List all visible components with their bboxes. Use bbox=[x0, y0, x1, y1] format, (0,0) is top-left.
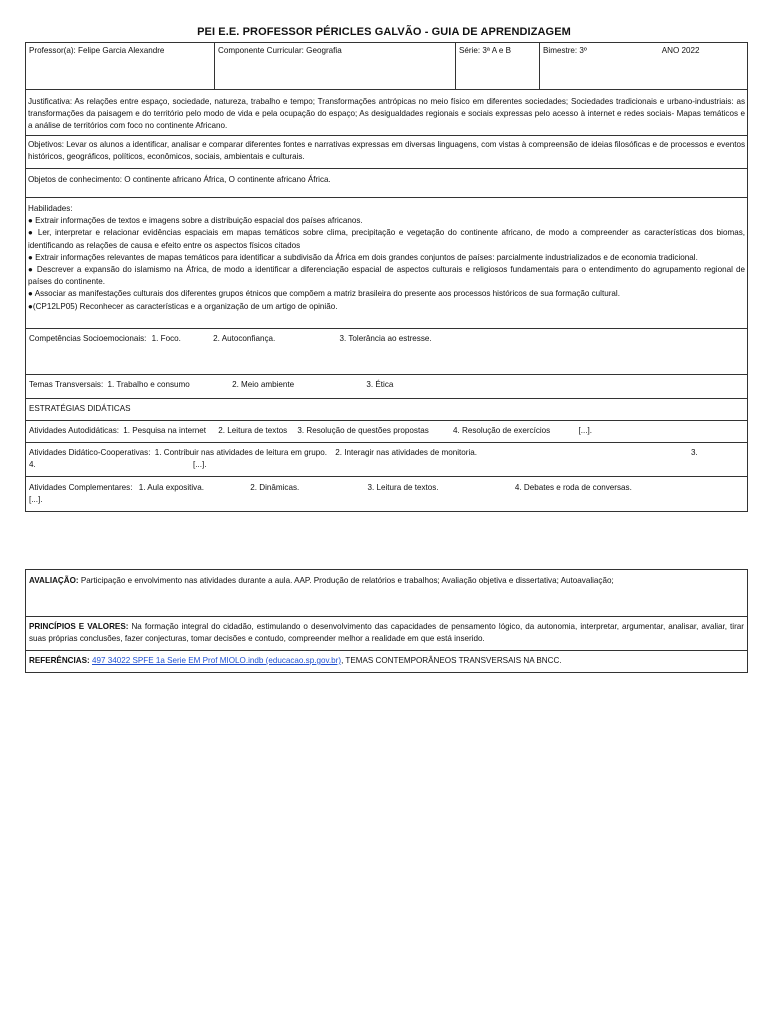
complementar-item: [...]. bbox=[29, 495, 43, 505]
habilidade-item: ● Ler, interpretar e relacionar evidências espaciais em mapas temáticos sobre clima, precipitação e vegetação do continente africano, de modo a compreender as características dos biomas, identificando as relações de causa e efeito entre os aspectos físicos citados bbox=[28, 228, 745, 250]
habilidades-label: Habilidades: bbox=[28, 204, 73, 213]
autodidatica-item: [...]. bbox=[578, 426, 592, 435]
objetos-cell: Objetos de conhecimento: O continente africano África, O continente africano África. bbox=[26, 169, 748, 198]
autodidatica-item: 3. Resolução de questões propostas bbox=[297, 426, 429, 435]
competencia-item: 1. Foco. bbox=[151, 334, 181, 343]
competencia-item: 2. Autoconfiança. bbox=[213, 334, 276, 343]
habilidade-item: ● Extrair informações de textos e imagens sobre a distribuição espacial dos países africanos. bbox=[28, 216, 363, 226]
page-title: PEI E.E. PROFESSOR PÉRICLES GALVÃO - GUIA DE APRENDIZAGEM bbox=[197, 26, 571, 38]
autodidatica-item: 2. Leitura de textos bbox=[218, 426, 288, 435]
cooperativas-label: Atividades Didático-Cooperativas: bbox=[29, 448, 151, 457]
objetivos-row bbox=[26, 136, 748, 169]
bimestre-label: Bimestre: 3º bbox=[543, 46, 587, 55]
cooperativa-item: [...]. bbox=[193, 460, 207, 470]
autodidaticas-label: Atividades Autodidáticas: bbox=[29, 426, 119, 435]
estrategias-row bbox=[26, 399, 748, 421]
cooperativas-row bbox=[26, 443, 748, 477]
temas-cell bbox=[26, 375, 748, 399]
complementar-item: 4. Debates e roda de conversas. bbox=[514, 483, 632, 492]
complementar-item: 2. Dinâmicas. bbox=[250, 483, 300, 492]
complementar-item: 3. Leitura de textos. bbox=[367, 483, 439, 492]
autodidatica-item: 1. Pesquisa na internet bbox=[123, 426, 207, 435]
header-row bbox=[26, 43, 748, 90]
autodidaticas-cell bbox=[26, 421, 748, 443]
habilidade-item: ● Descrever a expansão do islamismo na África, de modo a identificar a diferenciação espacial de aspectos culturais e religiosos fundamentais para o entendimento do agrupamento regional de países do continente. bbox=[28, 265, 745, 287]
evaluation-table bbox=[25, 569, 748, 673]
professor-label: Professor(a): Felipe Garcia Alexandre bbox=[29, 46, 165, 55]
objetos-row bbox=[26, 169, 748, 198]
tema-item: 1. Trabalho e consumo bbox=[107, 380, 190, 389]
bimestre-cell bbox=[540, 43, 748, 90]
complementares-label: Atividades Complementares: bbox=[29, 483, 133, 492]
complementares-row bbox=[26, 477, 748, 512]
tema-item: 2. Meio ambiente bbox=[232, 380, 295, 389]
temas-row bbox=[26, 375, 748, 399]
componente-label: Componente Curricular: Geografia bbox=[218, 46, 342, 55]
referencias-label: REFERÊNCIAS: bbox=[29, 656, 90, 665]
competencias-row bbox=[26, 329, 748, 375]
cooperativa-item: 3. bbox=[691, 448, 698, 457]
habilidade-item: ● Associar as manifestações culturais dos diferentes grupos étnicos que compõem a matriz brasileira do presente aos processos históricos de sua formação cultural. bbox=[28, 289, 620, 299]
serie-label: Série: 3ª A e B bbox=[459, 46, 512, 55]
serie-cell bbox=[456, 43, 540, 90]
justificativa-row bbox=[26, 90, 748, 136]
tema-item: 3. Ética bbox=[366, 380, 394, 389]
avaliacao-text: Participação e envolvimento nas atividades durante a aula. AAP. Produção de relatórios e trabalhos; Avaliação objetiva e dissertativa; Autoavaliação; bbox=[78, 576, 614, 585]
principios-row bbox=[26, 617, 748, 651]
habilidades-cell bbox=[26, 198, 748, 329]
avaliacao-cell bbox=[26, 570, 748, 617]
referencias-row bbox=[26, 651, 748, 673]
professor-cell bbox=[26, 43, 215, 90]
temas-label: Temas Transversais: bbox=[29, 380, 104, 389]
componente-cell bbox=[215, 43, 456, 90]
competencias-cell bbox=[26, 329, 748, 375]
avaliacao-label: AVALIAÇÃO: bbox=[29, 576, 79, 585]
cooperativa-item: 2. Interagir nas atividades de monitoria. bbox=[335, 448, 478, 457]
referencias-rest: , TEMAS CONTEMPORÂNEOS TRANSVERSAIS NA BNCC. bbox=[341, 656, 562, 665]
autodidatica-item: 4. Resolução de exercícios bbox=[453, 426, 551, 435]
principios-text: Na formação integral do cidadão, estimulando o desenvolvimento das capacidades de pensamento lógico, da autonomia, interpretar, argumentar, analisar, avaliar, tirar suas próprias conclusões, fazer conjecturas, tomar decisões e contudo, compreender melhor a realidade em que está inserido. bbox=[29, 622, 744, 644]
habilidade-item: ●(CP12LP05) Reconhecer as características e a organização de um artigo de opinião. bbox=[28, 301, 338, 311]
cooperativa-item: 4. bbox=[29, 460, 36, 470]
estrategias-cell: ESTRATÉGIAS DIDÁTICAS bbox=[26, 399, 748, 421]
referencias-cell bbox=[26, 651, 748, 673]
cooperativas-cell bbox=[26, 443, 748, 477]
cooperativa-item: 1. Contribuir nas atividades de leitura em grupo. bbox=[154, 448, 328, 457]
justificativa-cell: Justificativa: As relações entre espaço, sociedade, natureza, trabalho e tempo; Transformações antrópicas no meio físico em diferentes sociedades; Sociedades tradicionais e urbano-industriais: as transformações da paisagem e do território pelo modo de vida e pela ocupação do espaço; As desigualdades regionais e sociais expressas pelo acesso à internet e redes sociais- Mapas temáticos e a análise de territórios com foco no continente Africano. bbox=[26, 90, 748, 136]
referencias-link[interactable]: 497 34022 SPFE 1a Serie EM Prof MIOLO.indb (educacao.sp.gov.br) bbox=[91, 656, 342, 665]
competencias-label: Competências Socioemocionais: bbox=[29, 334, 147, 343]
habilidade-item: ● Extrair informações relevantes de mapas temáticos para identificar a subdivisão da África em dois grandes conjuntos de países: parcialmente industrializados e de economia tradicional. bbox=[28, 252, 698, 262]
principios-cell bbox=[26, 617, 748, 651]
principios-label: PRINCÍPIOS E VALORES: bbox=[29, 622, 129, 631]
habilidades-row bbox=[26, 198, 748, 329]
autodidaticas-row bbox=[26, 421, 748, 443]
avaliacao-row bbox=[26, 570, 748, 617]
objetivos-cell: Objetivos: Levar os alunos a identificar, analisar e comparar diferentes fontes e narrativas expressas em diversas linguagens, com vistas à compreensão de ideias filosóficas e de processos e eventos históricos, geográficos, políticos, econômicos, sociais, ambientais e culturais. bbox=[26, 136, 748, 169]
ano-label: ANO 2022 bbox=[661, 46, 700, 55]
learning-guide-table bbox=[25, 42, 748, 512]
complementar-item: 1. Aula expositiva. bbox=[138, 483, 204, 492]
complementares-cell bbox=[26, 477, 748, 512]
competencia-item: 3. Tolerância ao estresse. bbox=[339, 334, 432, 343]
